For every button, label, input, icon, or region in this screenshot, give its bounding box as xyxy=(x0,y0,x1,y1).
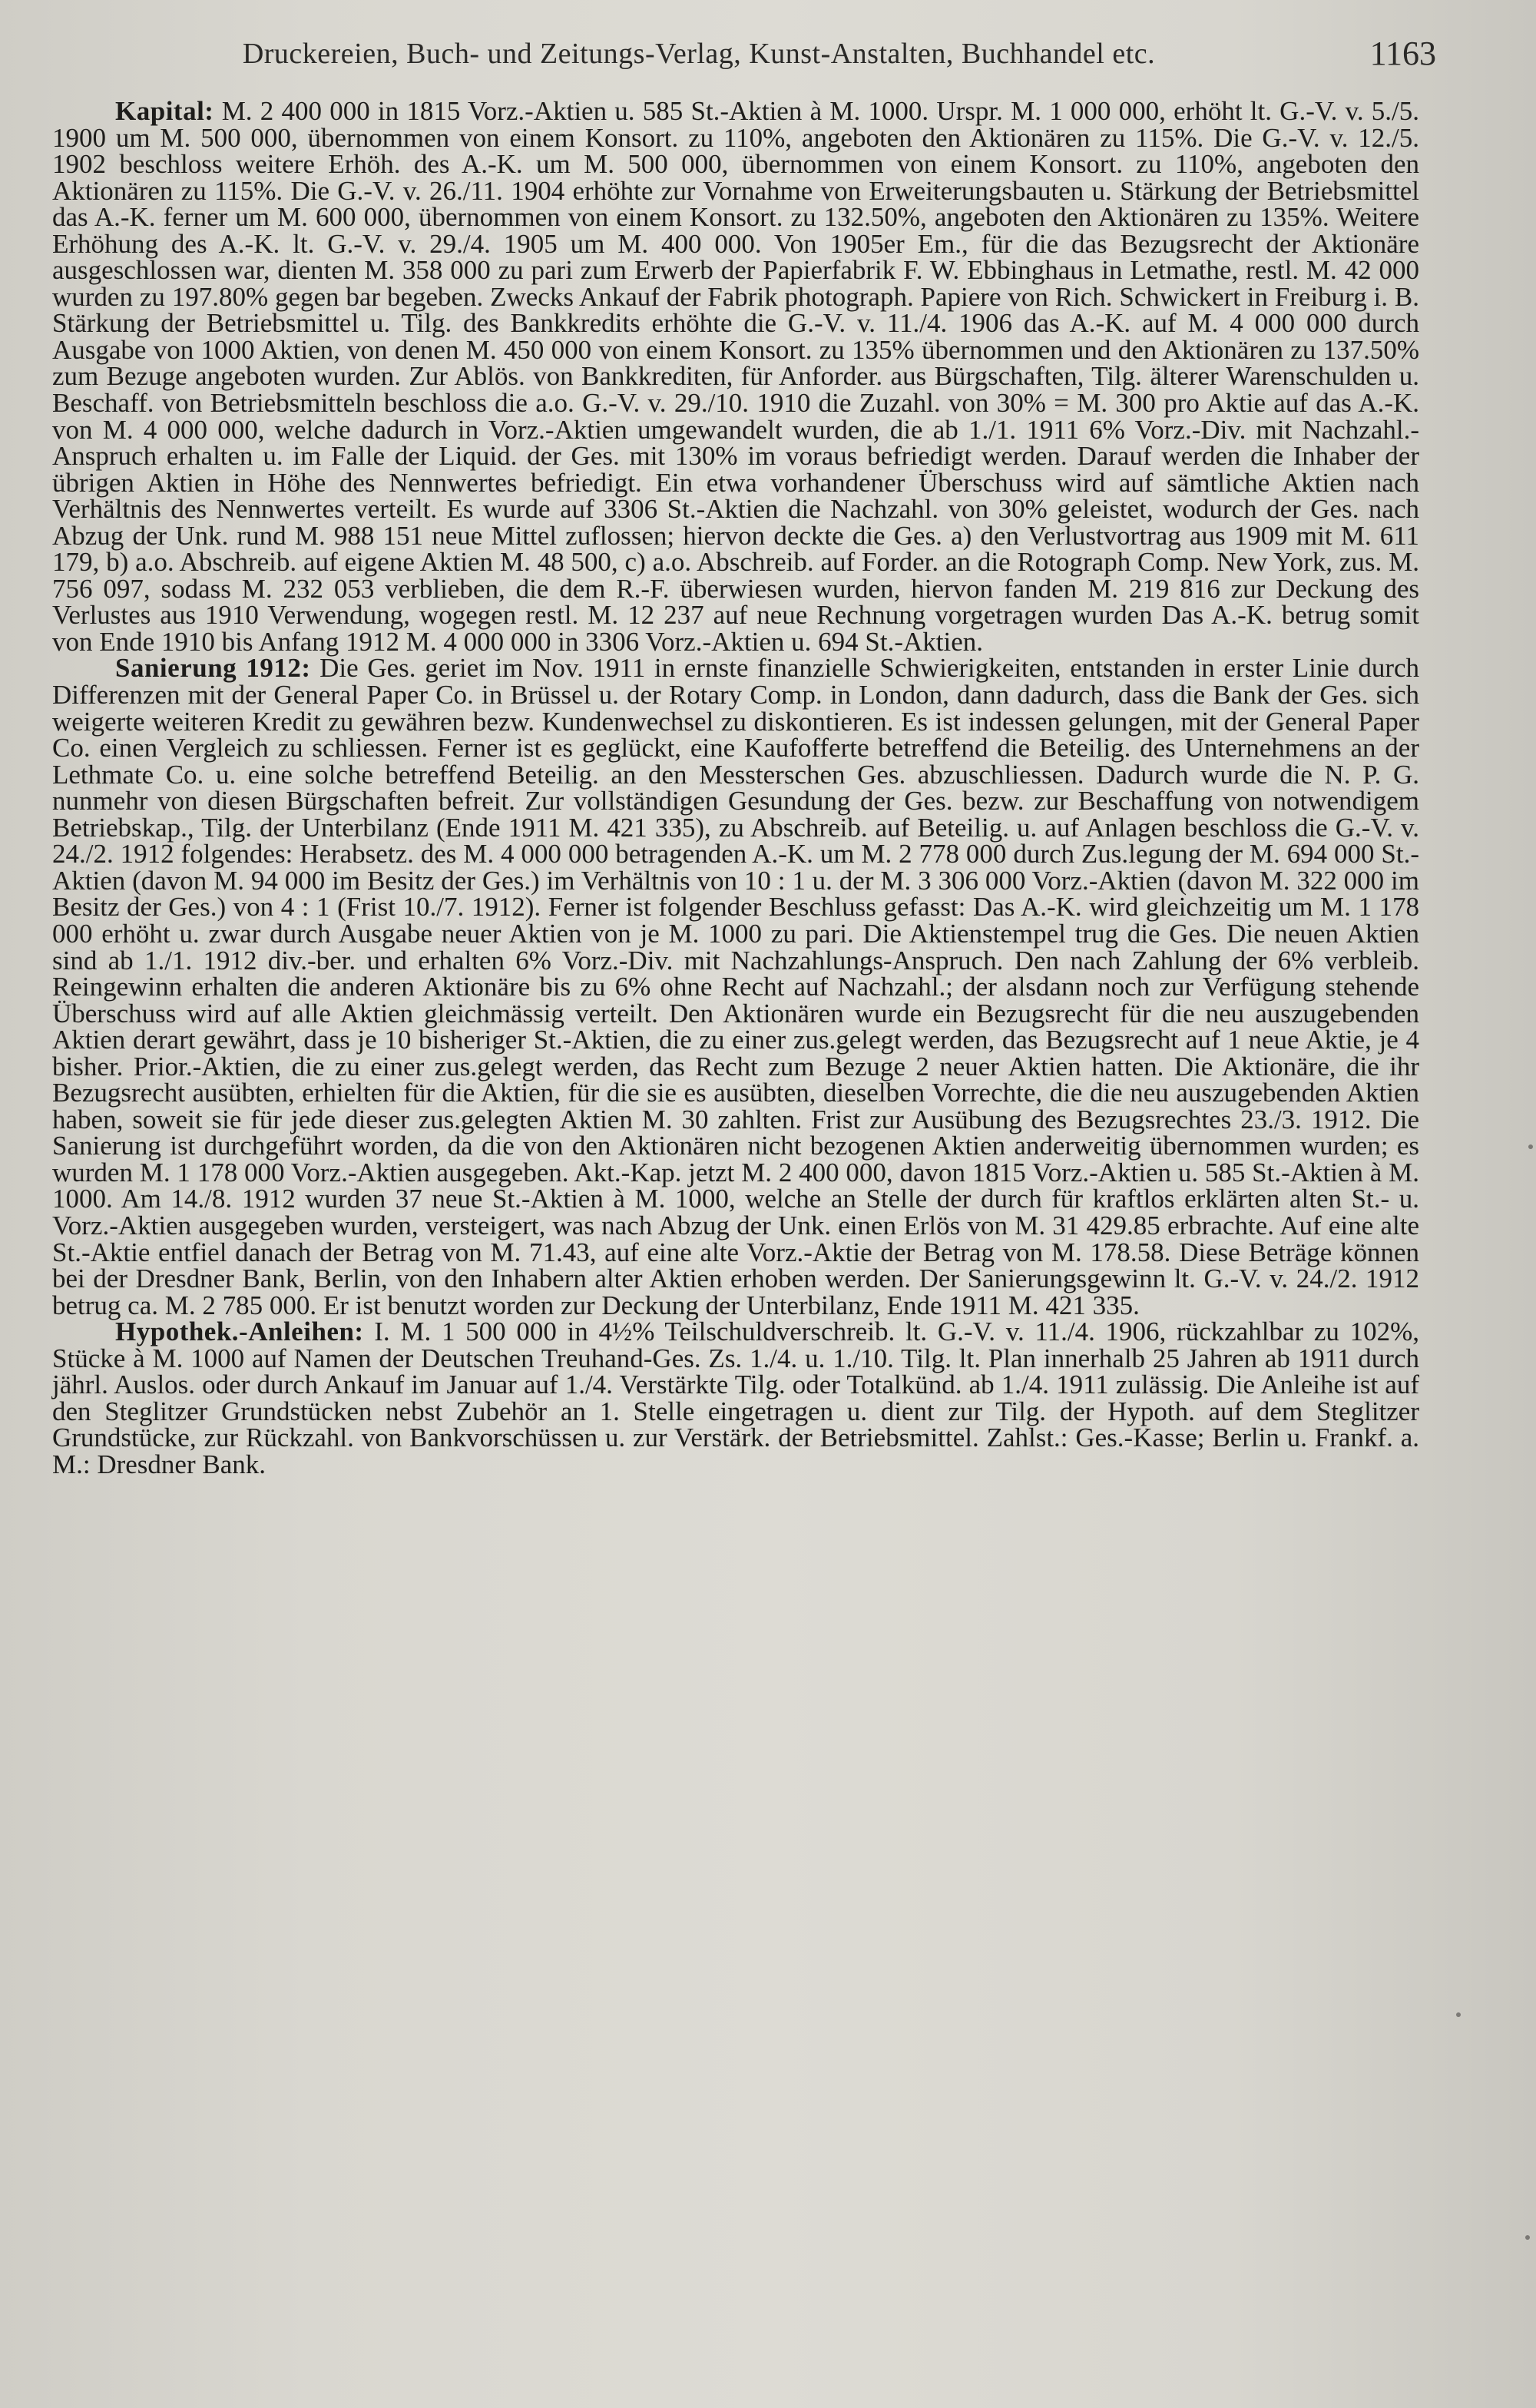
section-text-hypothek: I. M. 1 500 000 in 4½% Teilschuldverschreib. lt. G.-V. v. 11./4. 1906, rückzahlbar zu 102%, Stücke à M. 1000 auf Namen der Deutschen Treuhand-Ges. Zs. 1./4. u. 1./10. Tilg. lt. Plan innerhalb 25 Jahren ab 1911 durch jährl. Auslos. oder durch Ankauf im Januar auf 1./4. Verstärkte Tilg. oder Totalkünd. ab 1./4. 1911 zulässig. Die Anleihe ist auf den Steglitzer Grundstücken nebst Zubehör an 1. Stelle eingetragen u. dient zur Tilg. der Hypoth. auf dem Steglitzer Grundstücke, zur Rückzahl. von Bankvorschüssen u. zur Verstärk. der Betriebsmittel. Zahlst.: Ges.-Kasse; Berlin u. Frankf. a. M.: Dresdner Bank. xyxy=(52,1317,1419,1479)
print-speck xyxy=(1528,1144,1533,1149)
print-speck xyxy=(1525,2235,1530,2240)
paragraph-hypothek xyxy=(52,1319,1419,1478)
page-number: 1163 xyxy=(1369,35,1436,72)
section-text-sanierung: Die Ges. geriet im Nov. 1911 in ernste finanzielle Schwierigkeiten, entstanden in erster Linie durch Differenzen mit der General Paper Co. in Brüssel u. der Rotary Comp. in London, dann dadurch, dass die Bank der Ges. sich weigerte weiteren Kredit zu gewähren bezw. Kundenwechsel zu diskontieren. Es ist indessen gelungen, mit der General Paper Co. einen Vergleich zu schliessen. Ferner ist es geglückt, eine Kaufofferte betreffend die Beteilig. des Unternehmens an der Lethmate Co. u. eine solche betreffend Beteilig. an den Messterschen Ges. abzuschliessen. Dadurch wurde die N. P. G. nunmehr von diesen Bürgschaften befreit. Zur vollständigen Gesundung der Ges. bezw. zur Beschaffung von notwendigem Betriebskap., Tilg. der Unterbilanz (Ende 1911 M. 421 335), zu Abschreib. auf Beteilig. u. auf Anlagen beschloss die G.-V. v. 24./2. 1912 folgendes: Herabsetz. des M. 4 000 000 betragenden A.-K. um M. 2 778 000 durch Zus.legung der M. 694 000 St.-Aktien (davon M. 94 000 im Besitz der Ges.) im Verhältnis von 10 : 1 u. der M. 3 306 000 Vorz.-Aktien (davon M. 322 000 im Besitz der Ges.) von 4 : 1 (Frist 10./7. 1912). Ferner ist folgender Beschluss gefasst: Das A.-K. wird gleichzeitig um M. 1 178 000 erhöht u. zwar durch Ausgabe neuer Aktien von je M. 1000 zu pari. Die Aktienstempel trug die Ges. Die neuen Aktien sind ab 1./1. 1912 div.-ber. und erhalten 6% Vorz.-Div. mit Nachzahlungs-Anspruch. Den nach Zahlung der 6% verbleib. Reingewinn erhalten die anderen Aktionäre bis zu 6% ohne Recht auf Nachzahl.; der alsdann noch zur Verfügung stehende Überschuss wird auf alle Aktien gleichmässig verteilt. Den Aktionären wurde ein Bezugsrecht für die neu auszugebenden Aktien derart gewährt, dass je 10 bisheriger St.-Aktien, die zu einer zus.gelegt werden, das Bezugsrecht auf 1 neue Aktie, je 4 bisher. Prior.-Aktien, die zu einer zus.gelegt werden, das Recht zum Bezuge 2 neuer Aktien hatten. Die Aktionäre, die ihr Bezugsrecht ausübten, erhielten für die Aktien, für die sie es ausübten, dieselben Vorrechte, die die neu auszugebenden Aktien haben, soweit sie für jede dieser zus.gelegten Aktien M. 30 zahlten. Frist zur Ausübung des Bezugsrechtes 23./3. 1912. Die Sanierung ist durchgeführt worden, da die von den Aktionären nicht bezogenen Aktien anderweitig übernommen wurden; es wurden M. 1 178 000 Vorz.-Aktien ausgegeben. Akt.-Kap. jetzt M. 2 400 000, davon 1815 Vorz.-Aktien u. 585 St.-Aktien à M. 1000. Am 14./8. 1912 wurden 37 neue St.-Aktien à M. 1000, welche an Stelle der durch für kraftlos erklärten alten St.- u. Vorz.-Aktien ausgegeben wurden, versteigert, was nach Abzug der Unk. einen Erlös von M. 31 429.85 erbrachte. Auf eine alte St.-Aktie entfiel danach der Betrag von M. 71.43, auf eine alte Vorz.-Aktie der Betrag von M. 178.58. Diese Beträge können bei der Dresdner Bank, Berlin, von den Inhabern alter Aktien erhoben werden. Der Sanierungsgewinn lt. G.-V. v. 24./2. 1912 betrug ca. M. 2 785 000. Er ist benutzt worden zur Deckung der Unterbilanz, Ende 1911 M. 421 335. xyxy=(52,653,1420,1320)
section-heading-kapital: Kapital: xyxy=(115,96,214,126)
section-heading-hypothek: Hypothek.-Anleihen: xyxy=(115,1317,364,1347)
paragraph-kapital xyxy=(52,98,1419,655)
section-heading-sanierung: Sanierung 1912: xyxy=(115,653,311,684)
page-body xyxy=(52,98,1419,1478)
print-speck xyxy=(1456,2012,1461,2017)
running-header xyxy=(84,31,1436,84)
paragraph-sanierung xyxy=(52,655,1419,1319)
section-text-kapital: M. 2 400 000 in 1815 Vorz.-Aktien u. 585 St.-Aktien à M. 1000. Urspr. M. 1 000 000, erhöht lt. G.-V. v. 5./5. 1900 um M. 500 000, übernommen von einem Konsort. zu 110%, angeboten den Aktionären zu 115%. Die G.-V. v. 12./5. 1902 beschloss weitere Erhöh. des A.-K. um M. 500 000, übernommen von einem Konsort. zu 110%, angeboten den Aktionären zu 115%. Die G.-V. v. 26./11. 1904 erhöhte zur Vornahme von Erweiterungsbauten u. Stärkung der Betriebsmittel das A.-K. ferner um M. 600 000, übernommen von einem Konsort. zu 132.50%, angeboten den Aktionären zu 135%. Weitere Erhöhung des A.-K. lt. G.-V. v. 29./4. 1905 um M. 400 000. Von 1905er Em., für die das Bezugsrecht der Aktionäre ausgeschlossen war, dienten M. 358 000 zu pari zum Erwerb der Papierfabrik F. W. Ebbinghaus in Letmathe, restl. M. 42 000 wurden zu 197.80% gegen bar begeben. Zwecks Ankauf der Fabrik photograph. Papiere von Rich. Schwickert in Freiburg i. B. Stärkung der Betriebsmittel u. Tilg. des Bankkredits erhöhte die G.-V. v. 11./4. 1906 das A.-K. auf M. 4 000 000 durch Ausgabe von 1000 Aktien, von denen M. 450 000 von einem Konsort. zu 135% übernommen und den Aktionären zu 137.50% zum Bezuge angeboten wurden. Zur Ablös. von Bankkrediten, für Anforder. aus Bürgschaften, Tilg. älterer Warenschulden u. Beschaff. von Betriebsmitteln beschloss die a.o. G.-V. v. 29./10. 1910 die Zuzahl. von 30% = M. 300 pro Aktie auf das A.-K. von M. 4 000 000, welche dadurch in Vorz.-Aktien umgewandelt wurden, die ab 1./1. 1911 6% Vorz.-Div. mit Nachzahl.-Anspruch erhalten u. im Falle der Liquid. der Ges. mit 130% im voraus befriedigt werden. Darauf werden die Inhaber der übrigen Aktien in Höhe des Nennwertes befriedigt. Ein etwa vorhandener Überschuss wird auf sämtliche Aktien nach Verhältnis des Nennwertes verteilt. Es wurde auf 3306 St.-Aktien die Nachzahl. von 30% geleistet, wodurch der Ges. nach Abzug der Unk. rund M. 988 151 neue Mittel zuflossen; hiervon deckte die Ges. a) den Verlustvortrag aus 1909 mit M. 611 179, b) a.o. Abschreib. auf eigene Aktien M. 48 500, c) a.o. Abschreib. auf Forder. an die Rotograph Comp. New York, zus. M. 756 097, sodass M. 232 053 verblieben, die dem R.-F. überwiesen wurden, hiervon fanden M. 219 816 zur Deckung des Verlustes aus 1910 Verwendung, wogegen restl. M. 12 237 auf neue Rechnung vorgetragen wurden Das A.-K. betrug somit von Ende 1910 bis Anfang 1912 M. 4 000 000 in 3306 Vorz.-Aktien u. 694 St.-Aktien. xyxy=(52,96,1420,657)
header-title: Druckereien, Buch- und Zeitungs-Verlag, Kunst-Anstalten, Buchhandel etc. xyxy=(242,38,1156,70)
